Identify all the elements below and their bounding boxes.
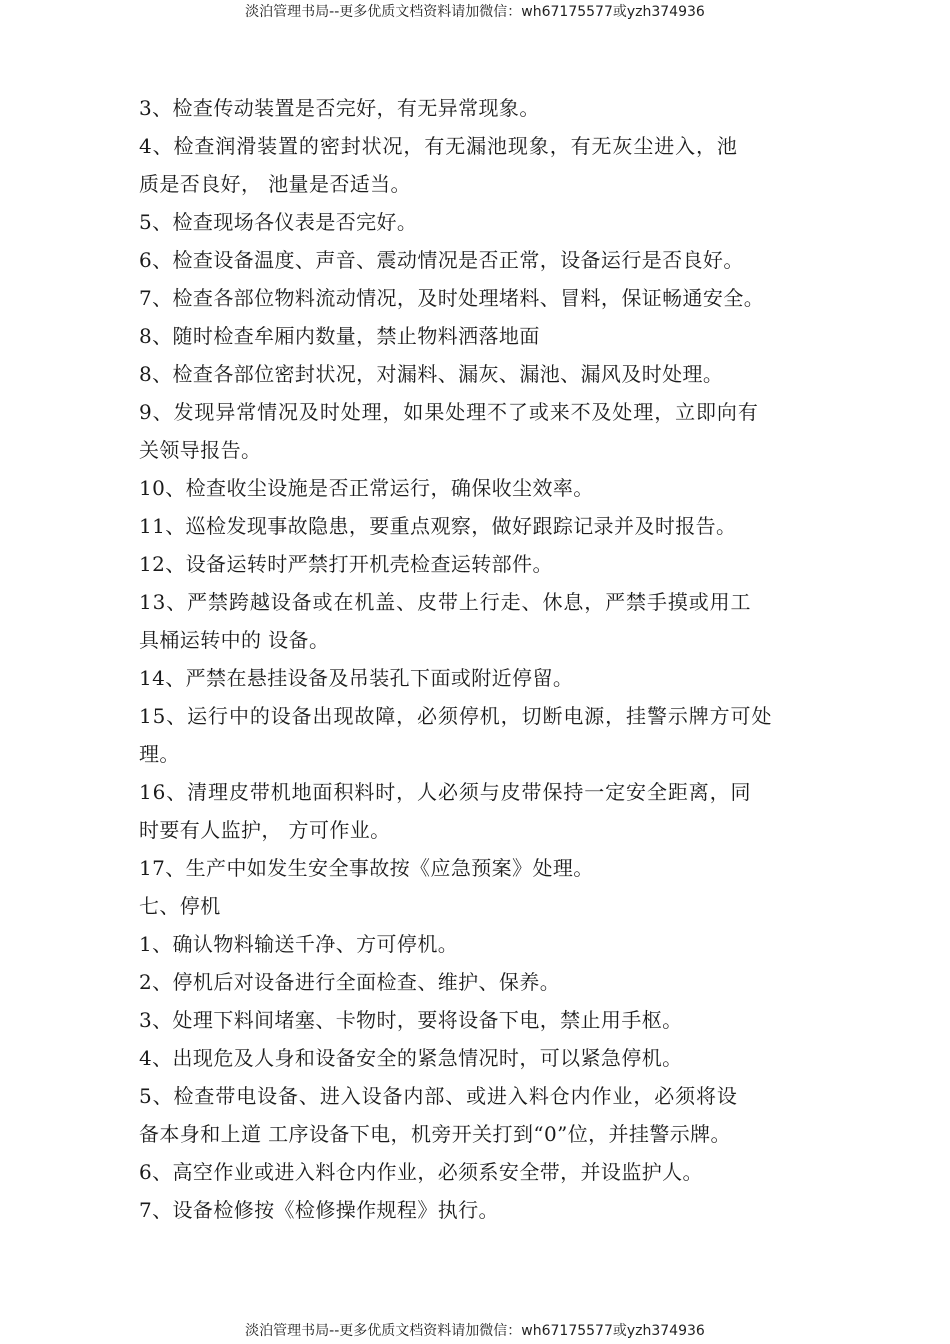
text-line: 3、处理下料间堵塞、卡物时，要将设备下电，禁止用手枢。 <box>139 1008 683 1032</box>
text-line: 16、清理皮带机地面积料时，人必须与皮带保持一定安全距离，同 <box>139 780 752 804</box>
text-line: 8、检查各部位密封状况，对漏料、漏灰、漏池、漏风及时处理。 <box>139 362 724 386</box>
text-line: 17、生产中如发生安全事故按《应急预案》处理。 <box>139 856 594 880</box>
text-line: 13、严禁跨越设备或在机盖、皮带上行走、休息，严禁手摸或用工 <box>139 590 752 614</box>
header-banner: 淡泊管理书局--更多优质文档资料请加微信：wh67175577或yzh374936 <box>245 4 705 20</box>
text-line: 3、检查传动装置是否完好，有无异常现象。 <box>139 96 540 120</box>
text-line: 2、停机后对设备进行全面检查、维护、保养。 <box>139 970 561 994</box>
text-line: 4、出现危及人身和设备安全的紧急情况时，可以紧急停机。 <box>139 1046 683 1070</box>
footer-banner: 淡泊管理书局--更多优质文档资料请加微信：wh67175577或yzh374936 <box>245 1323 705 1339</box>
text-line: 理。 <box>139 742 180 766</box>
text-line: 11、巡检发现事故隐患，要重点观察，做好跟踪记录并及时报告。 <box>139 514 737 538</box>
text-line: 8、随时检查牟厢内数量，禁止物料洒落地面 <box>139 324 540 348</box>
section-heading: 七、停机 <box>139 894 221 918</box>
text-line: 15、运行中的设备出现故障，必须停机，切断电源，挂警示牌方可处 <box>139 704 773 728</box>
text-line: 14、严禁在悬挂设备及吊装孔下面或附近停留。 <box>139 666 574 690</box>
text-line: 7、检查各部位物料流动情况，及时处理堵料、冒料，保证畅通安全。 <box>139 286 765 310</box>
document-body <box>139 89 819 1229</box>
text-line: 4、检查润滑装置的密封状况，有无漏池现象，有无灰尘进入，池 <box>139 134 738 158</box>
text-line: 9、发现异常情况及时处理，如果处理不了或来不及处理，立即向有 <box>139 400 759 424</box>
text-line: 6、检查设备温度、声音、震动情况是否正常，设备运行是否良好。 <box>139 248 744 272</box>
text-line: 12、设备运转时严禁打开机壳检查运转部件。 <box>139 552 553 576</box>
text-line: 6、高空作业或进入料仓内作业，必须系安全带，并设监护人。 <box>139 1160 703 1184</box>
text-line: 5、检查带电设备、进入设备内部、或进入料仓内作业，必须将设 <box>139 1084 738 1108</box>
text-line: 7、设备检修按《检修操作规程》执行。 <box>139 1198 499 1222</box>
text-line: 5、检查现场各仪表是否完好。 <box>139 210 418 234</box>
text-line: 10、检查收尘设施是否正常运行，确保收尘效率。 <box>139 476 594 500</box>
text-line: 1、确认物料输送千净、方可停机。 <box>139 932 459 956</box>
text-line: 质是否良好， 池量是否适当。 <box>139 172 411 196</box>
text-line: 具桶运转中的 设备。 <box>139 628 330 652</box>
text-line: 备本身和上道 工序设备下电，机旁开关打到“0”位，并挂警示牌。 <box>139 1122 731 1146</box>
text-line: 关领导报告。 <box>139 438 262 462</box>
text-line: 时要有人监护， 方可作业。 <box>139 818 391 842</box>
